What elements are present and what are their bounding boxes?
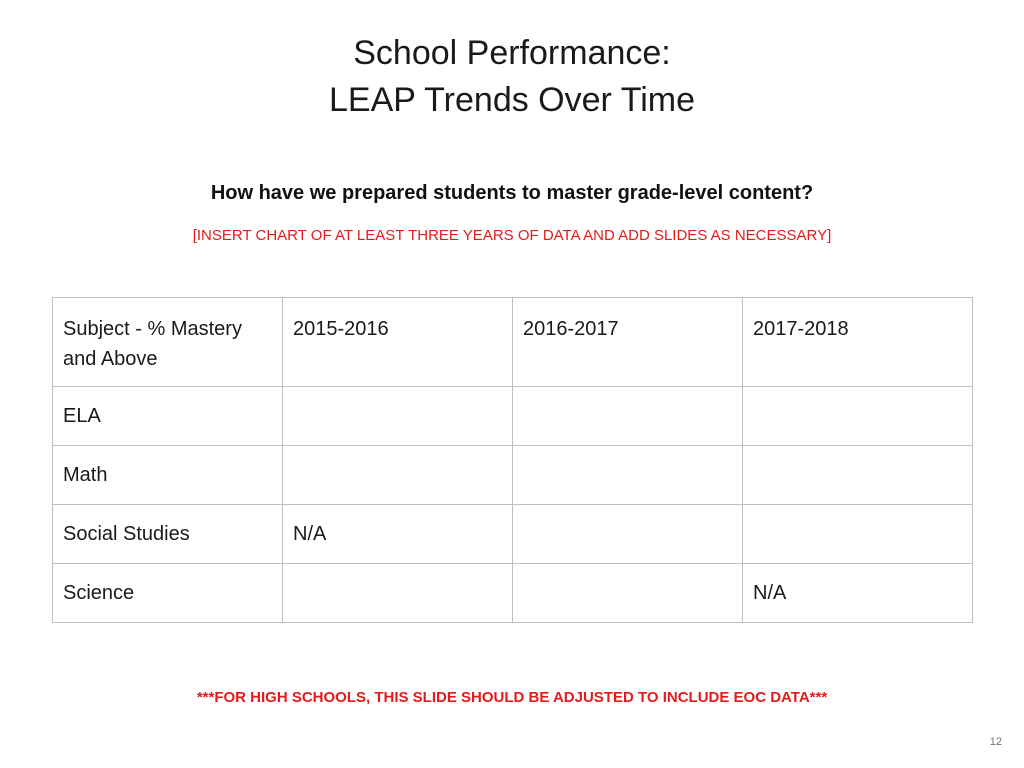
table-header-row — [53, 298, 973, 387]
table-cell-subject: Social Studies — [53, 505, 283, 564]
table-cell — [743, 446, 973, 505]
header-cell-year-2: 2016-2017 — [513, 298, 743, 387]
table-row-math — [53, 446, 973, 505]
page-number: 12 — [989, 736, 1002, 748]
slide-title-line1: School Performance: — [353, 34, 671, 72]
table-cell-subject: Science — [53, 564, 283, 623]
high-school-eoc-note: ***FOR HIGH SCHOOLS, THIS SLIDE SHOULD BE ADJUSTED TO INCLUDE EOC DATA*** — [196, 689, 828, 706]
table-cell — [513, 387, 743, 446]
table-cell — [513, 446, 743, 505]
table-cell — [743, 505, 973, 564]
table-cell — [743, 387, 973, 446]
table-cell — [513, 505, 743, 564]
table-cell-subject: Math — [53, 446, 283, 505]
header-cell-subject: Subject - % Mastery and Above — [53, 298, 283, 387]
header-cell-year-1: 2015-2016 — [283, 298, 513, 387]
guiding-question: How have we prepared students to master grade-level content? — [210, 182, 814, 204]
leap-trends-table — [52, 297, 973, 623]
table-row-ela — [53, 387, 973, 446]
insert-chart-instruction: [INSERT CHART OF AT LEAST THREE YEARS OF DATA AND ADD SLIDES AS NECESSARY] — [192, 227, 832, 244]
header-cell-year-3: 2017-2018 — [743, 298, 973, 387]
table-cell — [283, 387, 513, 446]
table-cell: N/A — [743, 564, 973, 623]
table-cell-subject: ELA — [53, 387, 283, 446]
table-cell — [513, 564, 743, 623]
table-cell — [283, 446, 513, 505]
slide-title — [0, 30, 1024, 124]
table-row-social-studies — [53, 505, 973, 564]
table-cell: N/A — [283, 505, 513, 564]
table-cell — [283, 564, 513, 623]
slide-title-line2: LEAP Trends Over Time — [329, 81, 695, 119]
table-row-science — [53, 564, 973, 623]
